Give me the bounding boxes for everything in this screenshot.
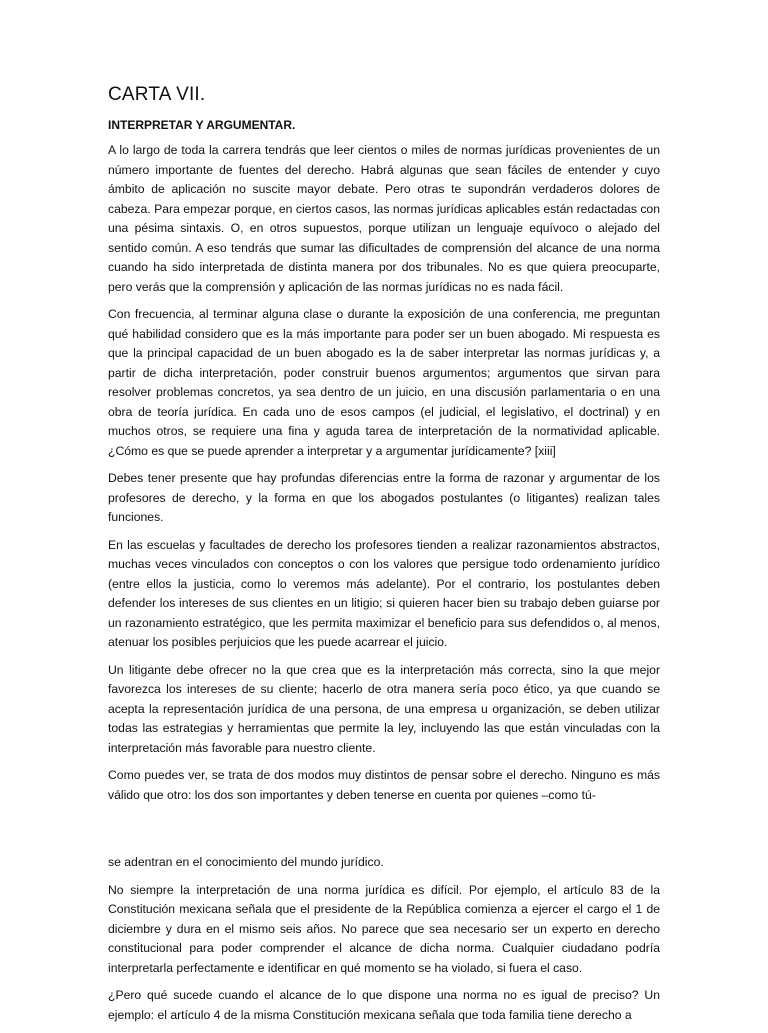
paragraph-5: Un litigante debe ofrecer no la que crea que es la interpretación más correcta, sino la que mejor favorezca los intereses de su cliente; hacerlo de otra manera sería poco ético, ya que cuando se acepta la representación jurídica de una persona, de una empresa u organización, se deben utilizar todas las estrategias y herramientas que permite la ley, incluyendo las que están vinculadas con la interpretación más favorable para nuestro cliente. (108, 662, 660, 755)
paragraph-4: En las escuelas y facultades de derecho los profesores tienden a realizar razonamientos abstractos, muchas veces vinculados con conceptos o con los valores que persigue todo ordenamiento jurídico (entre ellos la justicia, como lo veremos más adelante). Por el contrario, los postulantes deben defender los intereses de sus clientes en un litigio; si quieren hacer bien su trabajo deben guiarse por un razonamiento estratégico, que les permita maximizar el beneficio para sus defendidos o, al menos, atenuar los posibles perjuicios que les puede acarrear el juicio. (108, 537, 660, 649)
chapter-title: CARTA VII. (108, 84, 206, 105)
page-break-gap (108, 813, 660, 853)
section-heading: INTERPRETAR Y ARGUMENTAR. (108, 118, 296, 132)
document-page (108, 84, 660, 1033)
paragraph-1: A lo largo de toda la carrera tendrás que leer cientos o miles de normas jurídicas provenientes de un número importante de fuentes del derecho. Habrá algunas que sean fáciles de entender y cuyo ámbito de aplicación no suscite mayor debate. Pero otras te supondrán verdaderos dolores de cabeza. Para empezar porque, en ciertos casos, las normas jurídicas aplicables están redactadas con una pésima sintaxis. O, en otros supuestos, porque utilizan un lenguaje equívoco o alejado del sentido común. A eso tendrás que sumar las dificultades de comprensión del alcance de una norma cuando ha sido interpretada de distinta manera por dos tribunales. No es que quiera preocuparte, pero verás que la comprensión y aplicación de las normas jurídicas no es nada fácil. (108, 143, 660, 294)
paragraph-7: No siempre la interpretación de una norma jurídica es difícil. Por ejemplo, el artículo 83 de la Constitución mexicana señala que el presidente de la República comienza a ejercer el cargo el 1 de diciembre y dura en el mismo seis años. No parece que sea necesario ser un experto en derecho constitucional para poder comprender el alcance de dicha norma. Cualquier ciudadano podría interpretarla perfectamente e identificar en qué momento se ha violado, si fuera el caso. (108, 882, 660, 975)
paragraph-continuation: se adentran en el conocimiento del mundo jurídico. (108, 855, 384, 869)
paragraph-2: Con frecuencia, al terminar alguna clase o durante la exposición de una conferencia, me preguntan qué habilidad considero que es la más importante para poder ser un buen abogado. Mi respuesta es que la principal capacidad de un buen abogado es la de saber interpretar las normas jurídicas y, a partir de dicha interpretación, poder construir buenos argumentos; argumentos que sirvan para resolver problemas concretos, ya sea dentro de un juicio, en una discusión parlamentaria o en una obra de teoría jurídica. En cada uno de esos campos (el judicial, el legislativo, el doctrinal) y en muchos otros, se requiere una fina y aguda tarea de interpretación de la normatividad aplicable. ¿Cómo es que se puede aprender a interpretar y a argumentar jurídicamente? [xiii] (108, 307, 660, 458)
paragraph-6: Como puedes ver, se trata de dos modos muy distintos de pensar sobre el derecho. Ninguno es más válido que otro: los dos son importantes y deben tenerse en cuenta por quienes –como tú- (108, 768, 660, 802)
paragraph-3: Debes tener presente que hay profundas diferencias entre la forma de razonar y argumentar de los profesores de derecho, y la forma en que los abogados postulantes (o litigantes) realizan tales funciones. (108, 471, 660, 524)
paragraph-8: ¿Pero qué sucede cuando el alcance de lo que dispone una norma no es igual de preciso? Un ejemplo: el artículo 4 de la misma Constitución mexicana señala que toda familia tiene derecho a (108, 988, 660, 1022)
